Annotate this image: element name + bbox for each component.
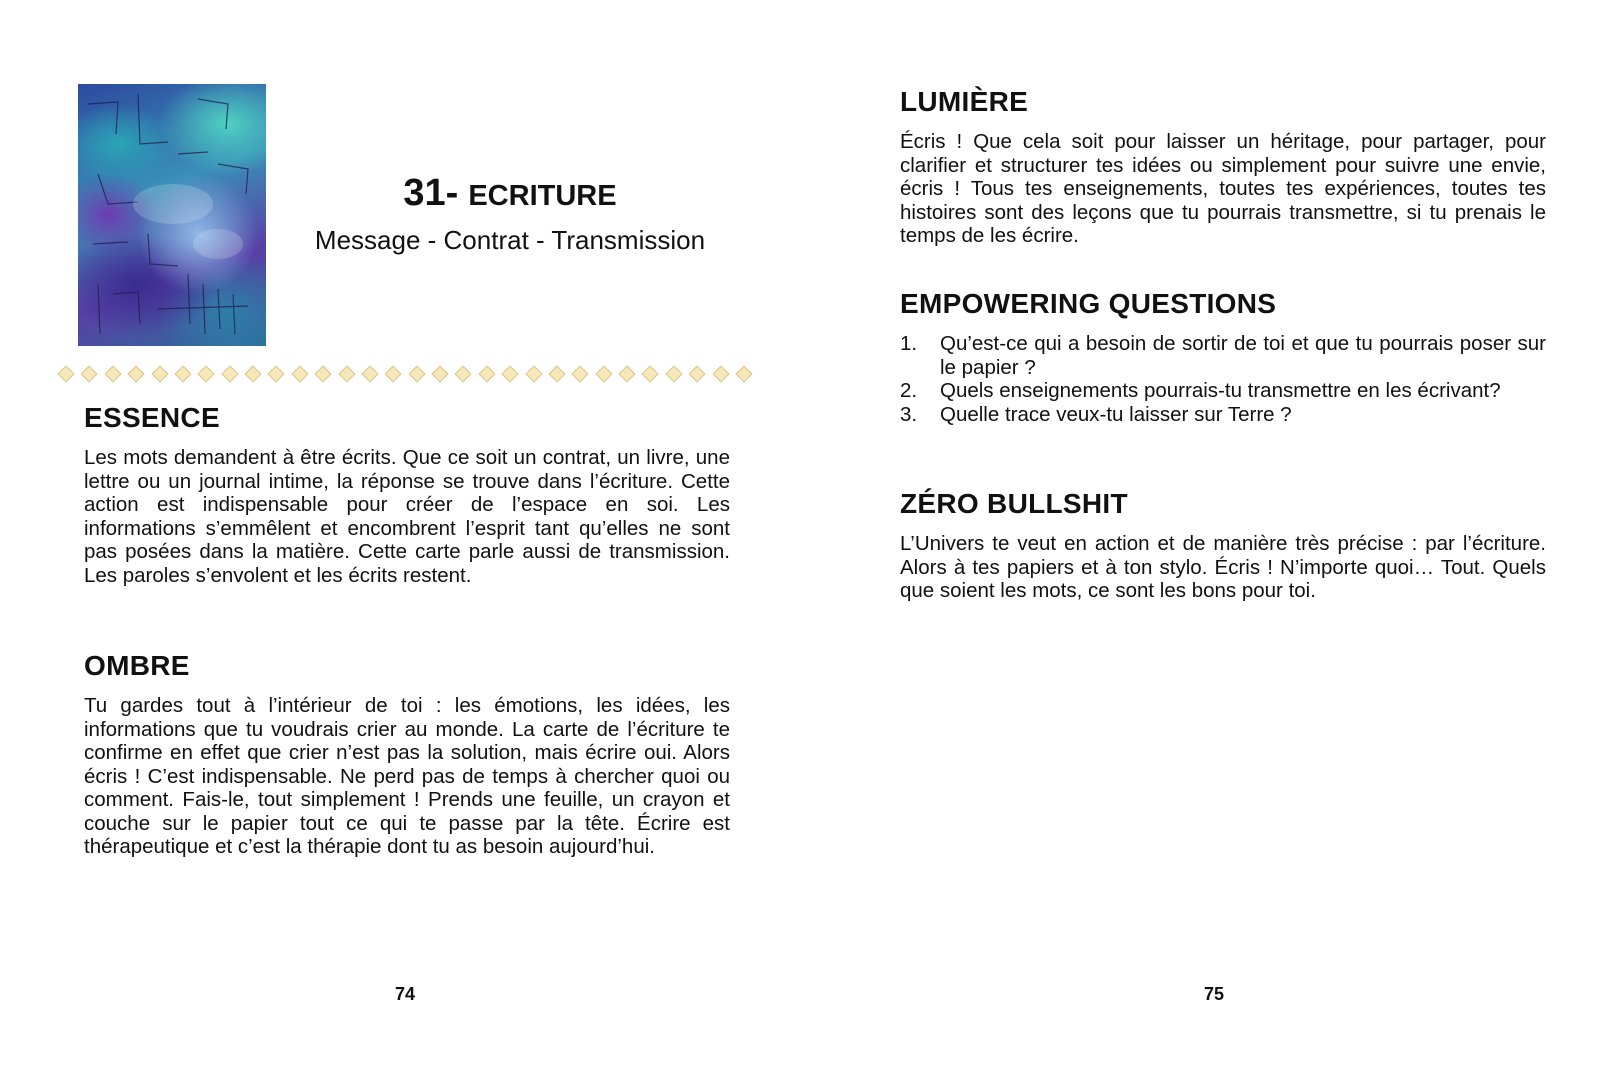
question-text: Quelle trace veux-tu laisser sur Terre ? [940,402,1292,426]
page-number-left: 74 [395,984,416,1004]
diamond-ornament-icon [245,366,262,383]
zero-bullshit-heading: ZÉRO BULLSHIT [900,488,1128,519]
diamond-ornament-icon [689,366,706,383]
ornamental-divider [60,364,750,384]
ombre-text: Tu gardes tout à l’intérieur de toi : les émotions, les idées, les informations que tu voudrais crier au monde. La carte de l’écriture te confirme en effet que crier n’est pas la solution, mais écrire oui. Alors écris ! C’est indispensable. Ne perd pas de temps à chercher quoi ou comment. Fais-le, tout simplement ! Prends une feuille, un crayon et couche sur le papier tout ce qui te passe par la tête. Écrire est thérapeutique et c’est la thérapie dont tu as besoin aujourd’hui. [84,694,730,858]
card-keywords: Message - Contrat - Transmission [314,225,706,255]
diamond-ornament-icon [338,366,355,383]
diamond-ornament-icon [81,366,98,383]
diamond-ornament-icon [221,366,238,383]
ombre-section [84,650,730,859]
list-item [900,379,1546,403]
ombre-heading: OMBRE [84,650,190,681]
lumiere-section [900,86,1546,248]
diamond-ornament-icon [268,366,285,383]
diamond-ornament-icon [104,366,121,383]
question-text: Quels enseignements pourrais-tu transmettre en les écrivant? [940,379,1501,402]
diamond-ornament-icon [174,366,191,383]
diamond-ornament-icon [455,366,472,383]
list-item [900,332,1546,379]
question-number: 1. [900,332,918,355]
diamond-ornament-icon [619,366,636,383]
diamond-ornament-icon [315,366,332,383]
essence-heading: ESSENCE [84,402,220,433]
diamond-ornament-icon [712,366,729,383]
diamond-ornament-icon [665,366,682,383]
card-title [290,172,730,217]
diamond-ornament-icon [642,366,659,383]
card-artwork-strokes [78,84,266,346]
empowering-questions-section [900,288,1546,426]
card-number: 31- [403,172,459,214]
card-artwork-image [78,84,266,346]
lumiere-text: Écris ! Que cela soit pour laisser un héritage, pour partager, pour clarifier et structurer tes idées ou simplement pour suivre une envie, écris ! Tous tes enseignements, toutes tes expériences, toutes tes histoires sont des leçons que tu pourrais transmettre, si tu prenais le temps de les écrire. [900,130,1546,247]
card-title-block [290,172,730,257]
essence-text: Les mots demandent à être écrits. Que ce soit un contrat, un livre, une lettre ou un journal intime, la réponse se trouve dans l’écriture. Cette action est indispensable pour créer de l’espace en soi. Les informations s’emmêlent et encombrent l’esprit tant qu’elles ne sont pas posées dans la matière. Cette carte parle aussi de transmission. Les paroles s’envolent et les écrits restent. [84,446,730,587]
diamond-ornament-icon [58,366,75,383]
diamond-ornament-icon [478,366,495,383]
diamond-ornament-icon [432,366,449,383]
diamond-ornament-icon [502,366,519,383]
diamond-ornament-icon [198,366,215,383]
card-name: ECRITURE [468,180,617,212]
diamond-ornament-icon [525,366,542,383]
diamond-ornament-icon [548,366,565,383]
essence-section [84,402,730,587]
question-number: 2. [900,379,918,402]
diamond-ornament-icon [408,366,425,383]
diamond-ornament-icon [735,366,752,383]
zero-bullshit-section [900,488,1546,603]
diamond-ornament-icon [572,366,589,383]
empowering-questions-heading: EMPOWERING QUESTIONS [900,288,1277,319]
diamond-ornament-icon [595,366,612,383]
question-text: Qu’est-ce qui a besoin de sortir de toi et que tu pourrais poser sur le papier ? [940,332,1546,379]
page-number-right: 75 [1204,984,1225,1004]
diamond-ornament-icon [361,366,378,383]
list-item [900,403,1546,427]
lumiere-heading: LUMIÈRE [900,86,1029,117]
diamond-ornament-icon [128,366,145,383]
diamond-ornament-icon [151,366,168,383]
question-number: 3. [900,402,918,426]
zero-bullshit-text: L’Univers te veut en action et de manière très précise : par l’écriture. Alors à tes papiers et à ton stylo. Écris ! N’importe quoi… Tout. Quels que soient les mots, ce sont les bons pour toi. [900,532,1546,602]
diamond-ornament-icon [291,366,308,383]
questions-list [900,332,1546,426]
diamond-ornament-icon [385,366,402,383]
